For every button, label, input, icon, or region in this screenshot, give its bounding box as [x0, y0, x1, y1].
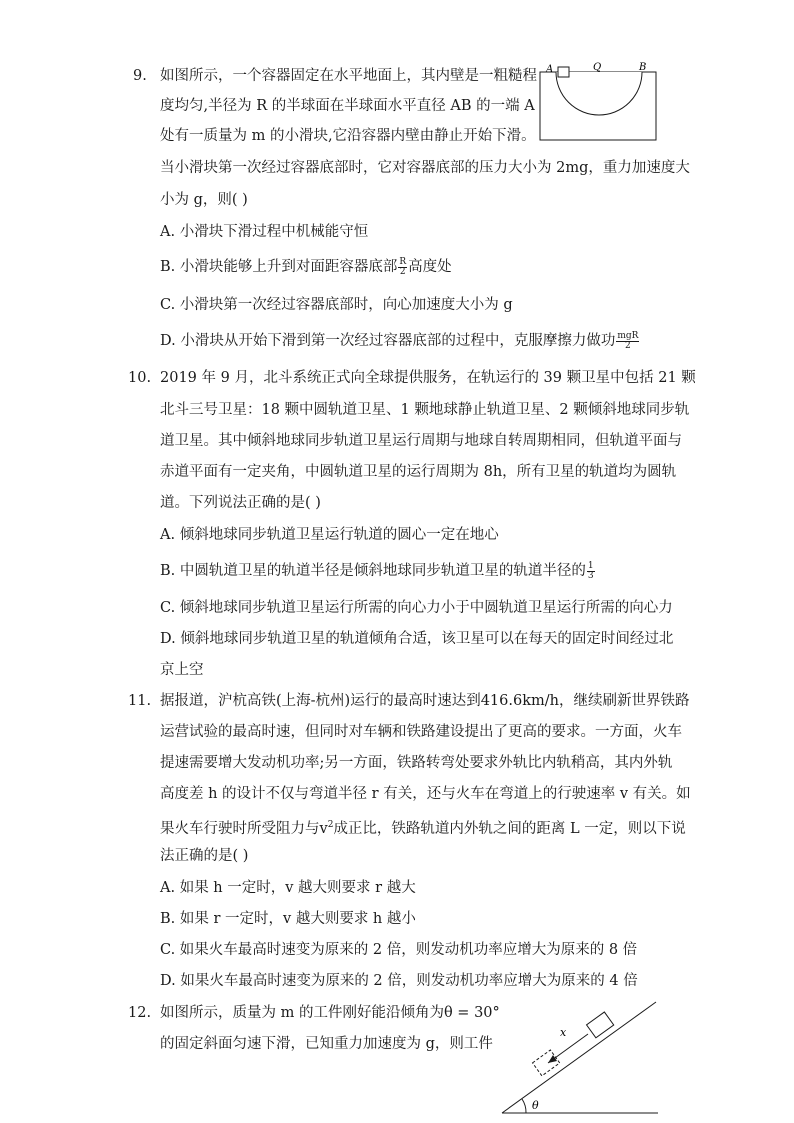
q11-stem-line-6: 法正确的是( )	[160, 848, 249, 864]
slider-block	[558, 67, 569, 77]
q10-stem-line-5: 道。下列说法正确的是( )	[160, 495, 321, 511]
hemisphere-container-figure	[536, 58, 660, 144]
q9-option-b: B. 小滑块能够上升到对面距容器底部 $\frac{R}{2}$ 高度处	[160, 256, 452, 277]
q10-option-c: C. 倾斜地球同步轨道卫星运行所需的向心力小于中圆轨道卫星运行所需的向心力	[160, 600, 673, 616]
question-11-number: 11.	[128, 693, 152, 709]
incline-figure	[496, 996, 662, 1116]
q10-stem-line-4: 赤道平面有一定夹角，中圆轨道卫星的运行周期为 8h，所有卫星的轨道均为圆轨	[160, 464, 677, 480]
question-10-number: 10.	[128, 370, 152, 386]
q12-stem-line-1: 如图所示，质量为 m 的工件刚好能沿倾角为θ = 30°	[160, 1005, 500, 1021]
q10-option-d-line-2: 京上空	[160, 662, 204, 678]
q9-option-a: A. 小滑块下滑过程中机械能守恒	[160, 224, 369, 240]
label-b: B	[639, 62, 647, 73]
q10-option-a: A. 倾斜地球同步轨道卫星运行轨道的圆心一定在地心	[160, 527, 499, 543]
question-12-number: 12.	[128, 1005, 152, 1021]
label-theta: θ	[532, 1099, 539, 1112]
q9-stem-line-2: 度均匀,半径为 R 的半球面在半球面水平直径 AB 的一端 A	[160, 98, 535, 114]
block-dashed	[533, 1050, 560, 1076]
q9-option-c: C. 小滑块第一次经过容器底部时，向心加速度大小为 g	[160, 297, 513, 313]
q9-stem-line-3: 处有一质量为 m 的小滑块,它沿容器内壁由静止开始下滑。	[160, 128, 536, 144]
q10-stem-line-3: 道卫星。其中倾斜地球同步轨道卫星运行周期与地球自转周期相同，但轨道平面与	[160, 433, 682, 449]
fraction: $\frac{1}{3}$	[587, 560, 594, 581]
q11-option-b: B. 如果 r 一定时，v 越大则要求 h 越小	[160, 911, 416, 927]
fraction: $\frac{\text{mgR}}{2}$	[617, 330, 639, 351]
q9-stem-line-1: 如图所示，一个容器固定在水平地面上，其内壁是一粗糙程	[160, 68, 537, 84]
fraction: $\frac{R}{2}$	[399, 256, 407, 277]
q9-stem-line-4: 当小滑块第一次经过容器底部时，它对容器底部的压力大小为 2mg，重力加速度大	[160, 160, 690, 176]
question-9-number: 9.	[133, 68, 147, 84]
q11-stem-line-2: 运营试验的最高时速，但同时对车辆和铁路建设提出了更高的要求。一方面，火车	[160, 724, 682, 740]
hemisphere-surface	[556, 72, 642, 115]
q11-option-a: A. 如果 h 一定时，v 越大则要求 r 越大	[160, 880, 416, 896]
q11-option-d: D. 如果火车最高时速变为原来的 2 倍，则发动机功率应增大为原来的 4 倍	[160, 973, 638, 989]
q11-stem-line-5: 果火车行驶时所受阻力与$v^2$成正比，铁路轨道内外轨之间的距离 L 一定，则以下说	[160, 820, 686, 837]
q11-option-c: C. 如果火车最高时速变为原来的 2 倍，则发动机功率应增大为原来的 8 倍	[160, 942, 638, 958]
label-x: x	[560, 1026, 567, 1039]
q11-stem-line-1: 据报道，沪杭高铁(上海-杭州)运行的最高时速达到416.6km/h，继续刷新世界铁路	[160, 693, 690, 709]
label-a: A	[546, 64, 554, 75]
angle-arc	[522, 1099, 526, 1113]
q9-option-d: D. 小滑块从开始下滑到第一次经过容器底部的过程中，克服摩擦力做功 $\frac{\text{mgR}}{2}$	[160, 330, 639, 351]
q10-stem-line-2: 北斗三号卫星：18 颗中圆轨道卫星、1 颗地球静止轨道卫星、2 颗倾斜地球同步轨	[160, 402, 690, 418]
q10-stem-line-1: 2019 年 9 月，北斗系统正式向全球提供服务，在轨运行的 39 颗卫星中包括 21 颗	[160, 370, 696, 386]
incline-surface	[502, 1002, 656, 1113]
q11-stem-line-4: 高度差 h 的设计不仅与弯道半径 r 有关，还与火车在弯道上的行驶速率 v 有关。如	[160, 786, 691, 802]
q10-option-d-line-1: D. 倾斜地球同步轨道卫星的轨道倾角合适，该卫星可以在每天的固定时间经过北	[160, 631, 674, 647]
block-solid	[587, 1012, 614, 1038]
q9-stem-line-5: 小为 g，则( )	[160, 192, 248, 208]
q12-stem-line-2: 的固定斜面匀速下滑，已知重力加速度为 g，则工件	[160, 1036, 493, 1052]
q10-option-b: B. 中圆轨道卫星的轨道半径是倾斜地球同步轨道卫星的轨道半径的 $\frac{1}{3}$	[160, 560, 594, 581]
q11-stem-line-3: 提速需要增大发动机功率;另一方面，铁路转弯处要求外轨比内轨稍高，其内外轨	[160, 755, 673, 771]
label-q: Q	[593, 62, 602, 73]
